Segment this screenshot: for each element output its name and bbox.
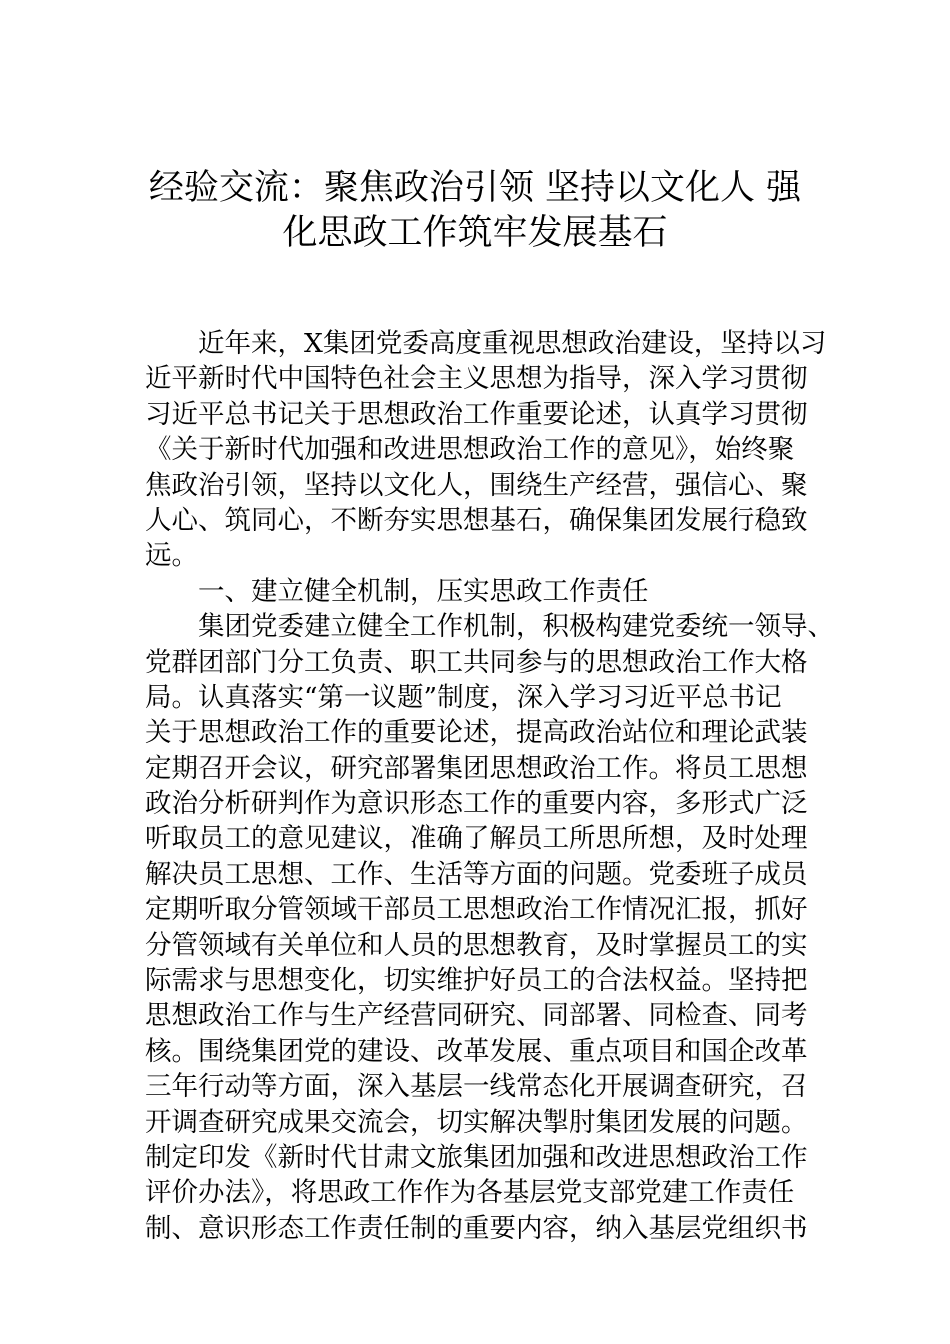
- paragraph-line: 政治分析研判作为意识形态工作的重要内容，多形式广泛: [145, 788, 808, 820]
- paragraph-line: 定期听取分管领域干部员工思想政治工作情况汇报，抓好: [145, 894, 808, 926]
- paragraph-line: 焦政治引领，坚持以文化人，围绕生产经营，强信心、聚: [145, 469, 808, 501]
- paragraph-line: 人心、筑同心，不断夯实思想基石，确保集团发展行稳致: [145, 504, 808, 536]
- paragraph-line: 局。认真落实“第一议题”制度，深入学习习近平总书记: [145, 681, 782, 713]
- paragraph-line: 解决员工思想、工作、生活等方面的问题。党委班子成员: [145, 858, 808, 890]
- paragraph-line: 远。: [145, 540, 198, 572]
- paragraph-line: 评价办法》，将思政工作作为各基层党支部党建工作责任: [145, 1177, 795, 1209]
- paragraph-line: 近平新时代中国特色社会主义思想为指导，深入学习贯彻: [145, 363, 808, 395]
- paragraph-line: 定期召开会议，研究部署集团思想政治工作。将员工思想: [145, 752, 808, 784]
- paragraph-line: 关于思想政治工作的重要论述，提高政治站位和理论武装: [145, 717, 808, 749]
- paragraph-line: 思想政治工作与生产经营同研究、同部署、同检查、同考: [145, 1000, 808, 1032]
- section-heading: 一、建立健全机制，压实思政工作责任: [198, 575, 649, 607]
- paragraph-line: 听取员工的意见建议，准确了解员工所思所想，及时处理: [145, 823, 808, 855]
- document-title-line-2: 化思政工作筑牢发展基石: [282, 213, 668, 253]
- paragraph-line: 分管领域有关单位和人员的思想教育，及时掌握员工的实: [145, 929, 808, 961]
- paragraph-line: 近年来，X集团党委高度重视思想政治建设，坚持以习: [198, 328, 827, 359]
- paragraph-line: 制、意识形态工作责任制的重要内容，纳入基层党组织书: [145, 1212, 808, 1244]
- paragraph-line: 制定印发《新时代甘肃文旅集团加强和改进思想政治工作: [145, 1141, 808, 1173]
- document-title-line-1: 经验交流：聚焦政治引领 坚持以文化人 强: [148, 168, 802, 208]
- paragraph-line: 开调查研究成果交流会，切实解决掣肘集团发展的问题。: [145, 1106, 808, 1138]
- paragraph-line: 核。围绕集团党的建设、改革发展、重点项目和国企改革: [145, 1035, 808, 1067]
- paragraph-line: 《关于新时代加强和改进思想政治工作的意见》，始终聚: [145, 434, 795, 466]
- paragraph-line: 际需求与思想变化，切实维护好员工的合法权益。坚持把: [145, 965, 808, 997]
- paragraph-line: 集团党委建立健全工作机制，积极构建党委统一领导、: [198, 611, 834, 643]
- document-body: [145, 326, 834, 1246]
- paragraph-line: 习近平总书记关于思想政治工作重要论述，认真学习贯彻: [145, 398, 808, 430]
- paragraph-line: 党群团部门分工负责、职工共同参与的思想政治工作大格: [145, 646, 808, 678]
- paragraph-line: 三年行动等方面，深入基层一线常态化开展调查研究，召: [145, 1071, 808, 1103]
